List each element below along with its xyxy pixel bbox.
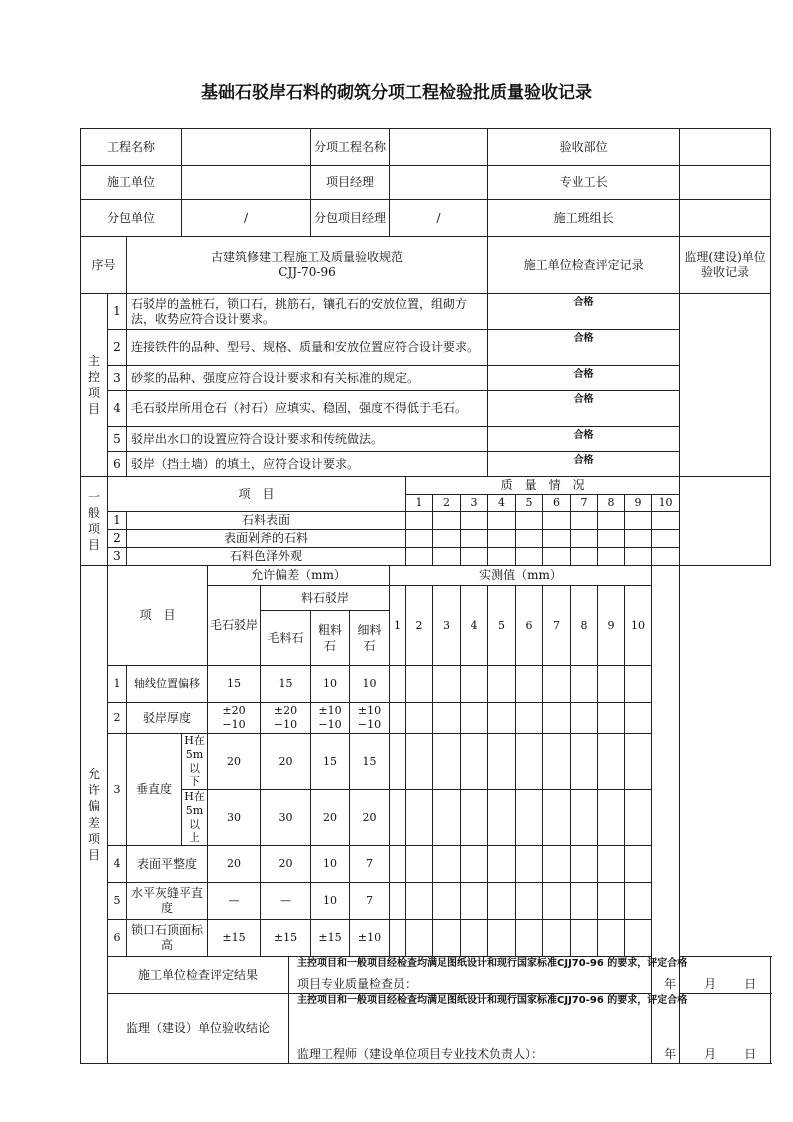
tol-3a-v4: 15 [350, 734, 390, 790]
tol-2-m9[interactable] [598, 703, 625, 734]
tol-col-5: 5 [488, 586, 516, 666]
tol-name-3a: H在5m以下 [182, 734, 208, 790]
tol-2-v1: ±20 −10 [208, 703, 261, 734]
mc-text-4: 毛石驳岸所用仓石（衬石）应填实、稳固，强度不得低于毛石。 [127, 391, 488, 427]
gen-3-c2[interactable] [433, 548, 461, 566]
spec-title: 古建筑修建工程施工及质量验收规范 [211, 250, 404, 264]
gen-text-3: 石料色泽外观 [127, 548, 406, 566]
supervision-result-date: 年 月 日 [664, 1047, 757, 1061]
gen-1-c4[interactable] [488, 512, 516, 530]
acceptance-part-label: 验收部位 [488, 129, 680, 166]
sub-project-name-label: 分项工程名称 [311, 129, 390, 166]
tol-3a-m3[interactable] [433, 734, 461, 790]
tol-3b-m9[interactable] [598, 790, 625, 846]
gen-text-1: 石料表面 [127, 512, 406, 530]
subcontract-pm-label: 分包项目经理 [311, 200, 390, 237]
tol-col-10: 10 [625, 586, 652, 666]
tol-1-m10[interactable] [625, 666, 652, 703]
mc-no-3: 3 [108, 366, 127, 391]
supervision-result-sign: 监理工程师（建设单位项目专业技术负责人）： [297, 1047, 544, 1061]
tol-2-v2: ±20 −10 [261, 703, 311, 734]
tol-5-m10[interactable] [625, 883, 652, 920]
construction-result-sign: 项目专业质量检查员： [297, 977, 418, 991]
page-title: 基础石驳岸石料的砌筑分项工程检验批质量验收记录 [201, 83, 592, 103]
mc-text-1: 石驳岸的盖桩石，锁口石，挑筋石，镶孔石的安放位置，组砌方法，收势应符合设计要求。 [127, 294, 488, 330]
construction-result-date: 年 月 日 [664, 977, 757, 991]
tol-3a-m10[interactable] [625, 734, 652, 790]
supervision-result-cell[interactable] [289, 994, 771, 1064]
tol-6-m3[interactable] [433, 920, 461, 957]
tol-4-m5[interactable] [488, 846, 516, 883]
gen-2-c8[interactable] [598, 530, 625, 548]
tol-name-3b: H在5m以上 [182, 790, 208, 846]
tol-3b-m8[interactable] [571, 790, 598, 846]
tol-no-6: 6 [108, 920, 127, 957]
mc-result-4[interactable]: 合格 [488, 391, 680, 427]
tol-5-m5[interactable] [488, 883, 516, 920]
mc-no-4: 4 [108, 391, 127, 427]
gen-1-c6[interactable] [543, 512, 571, 530]
gen-1-c10[interactable] [652, 512, 680, 530]
fine-header: 细料石 [350, 611, 390, 666]
tol-6-v3: ±15 [311, 920, 350, 957]
gen-1-c5[interactable] [516, 512, 543, 530]
supervision-result-label: 监理（建设）单位验收结论 [108, 994, 289, 1064]
tol-2-m3[interactable] [433, 703, 461, 734]
gen-3-c1[interactable] [406, 548, 433, 566]
gen-no-2: 2 [108, 530, 127, 548]
tol-4-v4: 7 [350, 846, 390, 883]
tol-5-v4: 7 [350, 883, 390, 920]
tol-name-4: 表面平整度 [127, 846, 208, 883]
dressed-header: 料石驳岸 [261, 586, 390, 611]
tol-6-m4[interactable] [461, 920, 488, 957]
vertical-label: 垂直度 [127, 734, 182, 846]
spec-header [127, 237, 488, 294]
tol-6-m10[interactable] [625, 920, 652, 957]
gen-1-c8[interactable] [598, 512, 625, 530]
gen-1-c2[interactable] [433, 512, 461, 530]
tol-5-m9[interactable] [598, 883, 625, 920]
mc-result-6[interactable]: 合格 [488, 452, 680, 477]
mc-text-2: 连接铁件的品种、型号、规格、质量和安放位置应符合设计要求。 [127, 330, 488, 366]
team-leader-value[interactable] [680, 200, 771, 237]
tolerance-measured-header: 实测值（mm） [390, 566, 652, 586]
construction-result-label: 施工单位检查评定结果 [108, 957, 289, 994]
general-supervision-cell[interactable] [680, 477, 771, 566]
tol-1-m6[interactable] [516, 666, 543, 703]
tol-3a-v3: 15 [311, 734, 350, 790]
tol-4-v2: 20 [261, 846, 311, 883]
tol-2-m2[interactable] [406, 703, 433, 734]
tol-3b-v2: 30 [261, 790, 311, 846]
general-item-header: 项 目 [108, 477, 406, 512]
gen-3-c5[interactable] [516, 548, 543, 566]
tol-4-m8[interactable] [571, 846, 598, 883]
tol-3b-v1: 30 [208, 790, 261, 846]
gen-col-7: 7 [571, 495, 598, 512]
gen-3-c4[interactable] [488, 548, 516, 566]
tol-col-9: 9 [598, 586, 625, 666]
gen-3-c8[interactable] [598, 548, 625, 566]
gen-2-c7[interactable] [571, 530, 598, 548]
tol-5-m4[interactable] [461, 883, 488, 920]
tol-5-m2[interactable] [406, 883, 433, 920]
gen-1-c9[interactable] [625, 512, 652, 530]
tol-1-m1[interactable] [390, 666, 406, 703]
mc-result-5[interactable]: 合格 [488, 427, 680, 452]
professional-foreman-value[interactable] [680, 166, 771, 200]
mc-text-3: 砂浆的品种、强度应符合设计要求和有关标准的规定。 [127, 366, 488, 391]
tol-col-7: 7 [543, 586, 571, 666]
tol-1-v3: 10 [311, 666, 350, 703]
gen-no-1: 1 [108, 512, 127, 530]
tol-1-m3[interactable] [433, 666, 461, 703]
subcontract-unit-label: 分包单位 [81, 200, 182, 237]
tol-3b-m10[interactable] [625, 790, 652, 846]
gen-2-c1[interactable] [406, 530, 433, 548]
tol-6-m2[interactable] [406, 920, 433, 957]
mc-result-1[interactable]: 合格 [488, 294, 680, 330]
gen-2-c5[interactable] [516, 530, 543, 548]
tol-6-v4: ±10 [350, 920, 390, 957]
tol-2-m6[interactable] [516, 703, 543, 734]
gen-col-8: 8 [598, 495, 625, 512]
mc-no-5: 5 [108, 427, 127, 452]
rough-header: 粗料石 [311, 611, 350, 666]
supervision-result-text: 主控项目和一般项目经检查均满足图纸设计和现行国家标准CJJ70-96 的要求，评定合格 [297, 995, 688, 1006]
tol-col-6: 6 [516, 586, 543, 666]
tol-3a-v2: 20 [261, 734, 311, 790]
tol-name-5: 水平灰缝平直度 [127, 883, 208, 920]
tol-3a-m5[interactable] [488, 734, 516, 790]
mc-result-3[interactable]: 合格 [488, 366, 680, 391]
tol-5-m3[interactable] [433, 883, 461, 920]
tol-6-m1[interactable] [390, 920, 406, 957]
subcontract-pm-value[interactable]: / [390, 200, 488, 237]
tol-col-8: 8 [571, 586, 598, 666]
tol-4-m2[interactable] [406, 846, 433, 883]
supervision-record-header: 监理(建设)单位验收记录 [680, 237, 771, 294]
tol-1-v2: 15 [261, 666, 311, 703]
gen-col-3: 3 [461, 495, 488, 512]
tol-3a-m2[interactable] [406, 734, 433, 790]
rubble-header: 毛石驳岸 [208, 586, 261, 666]
tol-1-v4: 10 [350, 666, 390, 703]
gen-1-c3[interactable] [461, 512, 488, 530]
project-manager-value[interactable] [390, 166, 488, 200]
construction-result-cell[interactable] [289, 957, 771, 994]
tol-4-m3[interactable] [433, 846, 461, 883]
tol-name-6: 锁口石顶面标高 [127, 920, 208, 957]
tol-no-1: 1 [108, 666, 127, 703]
tol-col-1: 1 [390, 586, 406, 666]
gen-3-c3[interactable] [461, 548, 488, 566]
tol-6-m8[interactable] [571, 920, 598, 957]
tol-4-m7[interactable] [543, 846, 571, 883]
tol-6-v2: ±15 [261, 920, 311, 957]
mc-no-6: 6 [108, 452, 127, 477]
tol-6-m7[interactable] [543, 920, 571, 957]
tol-3b-m7[interactable] [543, 790, 571, 846]
tol-2-v4: ±10 −10 [350, 703, 390, 734]
tol-no-3: 3 [108, 734, 127, 846]
tol-3b-v3: 20 [311, 790, 350, 846]
tolerance-label: 允许偏差项目 [81, 566, 108, 1064]
tol-3a-v1: 20 [208, 734, 261, 790]
mc-text-5: 驳岸出水口的设置应符合设计要求和传统做法。 [127, 427, 488, 452]
tol-2-m8[interactable] [571, 703, 598, 734]
tol-4-v3: 10 [311, 846, 350, 883]
gen-2-c3[interactable] [461, 530, 488, 548]
gen-col-9: 9 [625, 495, 652, 512]
tol-2-m5[interactable] [488, 703, 516, 734]
tol-no-5: 5 [108, 883, 127, 920]
tol-5-m1[interactable] [390, 883, 406, 920]
gen-2-c4[interactable] [488, 530, 516, 548]
main-control-label: 主控项目 [81, 294, 108, 477]
gen-3-c6[interactable] [543, 548, 571, 566]
mc-text-6: 驳岸（挡土墙）的填土，应符合设计要求。 [127, 452, 488, 477]
acceptance-part-value[interactable] [680, 129, 771, 166]
tol-3a-m9[interactable] [598, 734, 625, 790]
tol-6-v1: ±15 [208, 920, 261, 957]
tol-2-m1[interactable] [390, 703, 406, 734]
construction-record-header: 施工单位检查评定记录 [488, 237, 680, 294]
seq-header: 序号 [81, 237, 127, 294]
tol-6-m5[interactable] [488, 920, 516, 957]
tol-3a-m4[interactable] [461, 734, 488, 790]
mc-result-2[interactable]: 合格 [488, 330, 680, 366]
mc-supervision-cell[interactable] [680, 294, 771, 477]
tol-5-v2: — [261, 883, 311, 920]
tol-no-2: 2 [108, 703, 127, 734]
tol-4-m4[interactable] [461, 846, 488, 883]
tol-3b-m1[interactable] [390, 790, 406, 846]
tol-2-v3: ±10 −10 [311, 703, 350, 734]
tolerance-allow-header: 允许偏差（mm） [208, 566, 390, 586]
gen-col-6: 6 [543, 495, 571, 512]
tol-no-4: 4 [108, 846, 127, 883]
team-leader-label: 施工班组长 [488, 200, 680, 237]
tol-5-m7[interactable] [543, 883, 571, 920]
tol-2-m4[interactable] [461, 703, 488, 734]
construction-result-text: 主控项目和一般项目经检查均满足图纸设计和现行国家标准CJJ70-96 的要求，评定合格 [297, 958, 688, 969]
tol-5-v3: 10 [311, 883, 350, 920]
gen-2-c10[interactable] [652, 530, 680, 548]
project-name-label: 工程名称 [81, 129, 182, 166]
tol-3a-m6[interactable] [516, 734, 543, 790]
gen-2-c2[interactable] [433, 530, 461, 548]
tol-3b-m2[interactable] [406, 790, 433, 846]
gen-3-c9[interactable] [625, 548, 652, 566]
tol-col-3: 3 [433, 586, 461, 666]
sub-project-name-value[interactable] [390, 129, 488, 166]
tol-3b-m5[interactable] [488, 790, 516, 846]
tol-3a-m7[interactable] [543, 734, 571, 790]
tol-6-m9[interactable] [598, 920, 625, 957]
gen-3-c10[interactable] [652, 548, 680, 566]
tol-col-2: 2 [406, 586, 433, 666]
gen-col-2: 2 [433, 495, 461, 512]
construction-unit-label: 施工单位 [81, 166, 182, 200]
project-manager-label: 项目经理 [311, 166, 390, 200]
tol-4-m9[interactable] [598, 846, 625, 883]
tol-5-v1: — [208, 883, 261, 920]
gen-3-c7[interactable] [571, 548, 598, 566]
tol-1-m8[interactable] [571, 666, 598, 703]
tol-1-v1: 15 [208, 666, 261, 703]
tol-2-m7[interactable] [543, 703, 571, 734]
gen-2-c9[interactable] [625, 530, 652, 548]
gen-col-4: 4 [488, 495, 516, 512]
tol-1-m2[interactable] [406, 666, 433, 703]
tol-4-m1[interactable] [390, 846, 406, 883]
tol-3a-m1[interactable] [390, 734, 406, 790]
general-quality-header: 质 量 情 况 [406, 477, 680, 495]
gen-col-5: 5 [516, 495, 543, 512]
mc-no-2: 2 [108, 330, 127, 366]
project-name-value[interactable] [182, 129, 311, 166]
general-label: 一般项目 [81, 477, 108, 566]
tol-1-m5[interactable] [488, 666, 516, 703]
gen-no-3: 3 [108, 548, 127, 566]
tol-name-2: 驳岸厚度 [127, 703, 208, 734]
acceptance-record-table [80, 128, 771, 1064]
subcontract-unit-value[interactable]: / [182, 200, 311, 237]
fine-rough-header: 毛料石 [261, 611, 311, 666]
tol-3a-m8[interactable] [571, 734, 598, 790]
gen-col-1: 1 [406, 495, 433, 512]
tol-4-m10[interactable] [625, 846, 652, 883]
tol-3b-m6[interactable] [516, 790, 543, 846]
construction-unit-value[interactable] [182, 166, 311, 200]
tol-5-m6[interactable] [516, 883, 543, 920]
tol-3b-v4: 20 [350, 790, 390, 846]
tol-name-1: 轴线位置偏移 [127, 666, 208, 703]
tol-1-m7[interactable] [543, 666, 571, 703]
spec-code: CJJ-70-96 [278, 265, 336, 279]
tol-3b-m3[interactable] [433, 790, 461, 846]
tol-1-m9[interactable] [598, 666, 625, 703]
gen-2-c6[interactable] [543, 530, 571, 548]
tol-col-4: 4 [461, 586, 488, 666]
tol-5-m8[interactable] [571, 883, 598, 920]
tol-4-m6[interactable] [516, 846, 543, 883]
gen-1-c1[interactable] [406, 512, 433, 530]
tolerance-item-header: 项 目 [108, 566, 208, 666]
gen-text-2: 表面剁斧的石料 [127, 530, 406, 548]
tol-4-v1: 20 [208, 846, 261, 883]
gen-col-10: 10 [652, 495, 680, 512]
tol-1-m4[interactable] [461, 666, 488, 703]
professional-foreman-label: 专业工长 [488, 166, 680, 200]
gen-1-c7[interactable] [571, 512, 598, 530]
tol-6-m6[interactable] [516, 920, 543, 957]
tol-3b-m4[interactable] [461, 790, 488, 846]
tol-2-m10[interactable] [625, 703, 652, 734]
mc-no-1: 1 [108, 294, 127, 330]
